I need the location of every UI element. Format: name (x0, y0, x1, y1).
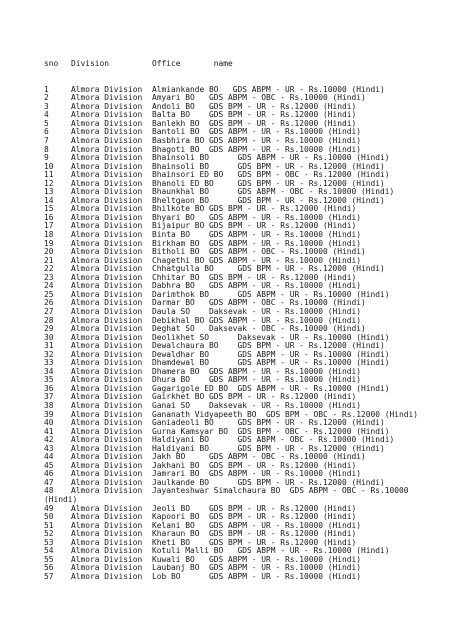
row-sno: 12 (44, 178, 54, 188)
row-sno: 47 (44, 477, 54, 487)
row-text: Bhainsori ED BO GDS BPM - OBC - Rs.12000 (Hindi) (152, 170, 390, 180)
row-text: Kelani BO GDS ABPM - UR - Rs.10000 (Hindi) (152, 520, 362, 530)
row-sno: 48 (44, 486, 54, 496)
row-text: Darmar BO GDS ABPM - OBC - Rs.10000 (Hindi) (152, 298, 366, 308)
row-division: Almora Division (71, 537, 143, 547)
row-division: Almora Division (71, 221, 143, 231)
row-sno: 5 (44, 118, 49, 128)
row-sno: 27 (44, 306, 54, 316)
row-text: Bhagoti BO GDS ABPM - UR - Rs.10000 (Hindi) (152, 144, 362, 154)
row-text: Jamrari BO GDS ABPM - UR - Rs.10000 (Hindi) (152, 469, 362, 479)
row-division: Almora Division (71, 358, 143, 368)
rows-container (44, 86, 464, 582)
row-sno: 53 (44, 537, 54, 547)
row-division: Almora Division (71, 247, 143, 257)
row-text: Kotuli Malli BO GDS ABPM - UR - Rs.10000 (Hindi) (152, 546, 390, 556)
row-text: Kuwali BO GDS ABPM - UR - Rs.10000 (Hindi) (152, 554, 362, 564)
row-division: Almora Division (71, 127, 143, 137)
row-division: Almora Division (71, 161, 143, 171)
row-text: Gananath Vidyapeeth BO GDS BPM - OBC - Rs.12000 (Hindi) (152, 409, 419, 419)
row-text: Amyari BO GDS ABPM - OBC - Rs.10000 (Hindi) (152, 93, 366, 103)
row-text: Jeoli BO GDS BPM - UR - Rs.12000 (Hindi) (152, 503, 357, 513)
row-text: Birkham BO GDS ABPM - UR - Rs.10000 (Hindi) (152, 238, 362, 248)
row-sno: 1 (44, 84, 49, 94)
row-text: Bhyari BO GDS ABPM - UR - Rs.10000 (Hindi) (152, 212, 362, 222)
row-division: Almora Division (71, 324, 143, 334)
row-sno: 20 (44, 247, 54, 257)
row-sno: 43 (44, 443, 54, 453)
row-text: Ganiadeoli BO GDS BPM - UR - Rs.12000 (Hindi) (152, 418, 385, 428)
row-text: Haldiyani BO GDS BPM - UR - Rs.12000 (Hindi) (152, 443, 385, 453)
row-text: (Hindi) (44, 494, 78, 504)
row-text: Kharaun BO GDS BPM - UR - Rs.12000 (Hindi) (152, 529, 357, 539)
row-sno: 52 (44, 529, 54, 539)
row-division: Almora Division (71, 435, 143, 445)
document-page (44, 43, 464, 590)
row-text: Ganai SO Daksevak - UR - Rs.10000 (Hindi) (152, 400, 362, 410)
row-division: Almora Division (71, 392, 143, 402)
row-division: Almora Division (71, 204, 143, 214)
row-sno: 37 (44, 392, 54, 402)
row-sno: 30 (44, 332, 54, 342)
row-sno: 38 (44, 400, 54, 410)
row-text: Dhura BO GDS ABPM - UR - Rs.10000 (Hindi) (152, 375, 362, 385)
row-division: Almora Division (71, 520, 143, 530)
row-division: Almora Division (71, 264, 143, 274)
row-sno: 7 (44, 136, 49, 146)
row-division: Almora Division (71, 529, 143, 539)
row-sno: 24 (44, 281, 54, 291)
row-sno: 49 (44, 503, 54, 513)
row-division: Almora Division (71, 477, 143, 487)
row-text: Dewalchaura BO GDS BPM - UR - Rs.12000 (Hindi) (152, 341, 385, 351)
row-sno: 25 (44, 289, 54, 299)
row-division: Almora Division (71, 238, 143, 248)
row-division: Almora Division (71, 178, 143, 188)
header-name: name (213, 59, 233, 69)
row-text: Jaulkande BO GDS BPM - UR - Rs.12000 (Hindi) (152, 477, 385, 487)
row-division: Almora Division (71, 383, 143, 393)
row-sno: 40 (44, 418, 54, 428)
row-text: Banlekh BO GDS BPM - UR - Rs.12000 (Hindi) (152, 118, 357, 128)
row-text: Bhanoli ED BO GDS BPM - UR - Rs.12000 (Hindi) (152, 178, 385, 188)
row-text: Haldiyani BO GDS ABPM - OBC - Rs.10000 (Hindi) (152, 435, 395, 445)
row-division: Almora Division (71, 101, 143, 111)
row-text: Laubanj BO GDS ABPM - UR - Rs.10000 (Hindi) (152, 563, 362, 573)
row-sno: 2 (44, 93, 49, 103)
row-sno: 21 (44, 255, 54, 265)
row-sno: 39 (44, 409, 54, 419)
row-sno: 50 (44, 512, 54, 522)
row-division: Almora Division (71, 306, 143, 316)
row-sno: 35 (44, 375, 54, 385)
row-sno: 29 (44, 324, 54, 334)
row-sno: 55 (44, 554, 54, 564)
row-text: Deolikhet SO Daksevak - UR - Rs.10000 (Hindi) (152, 332, 390, 342)
row-sno: 45 (44, 460, 54, 470)
row-division: Almora Division (71, 144, 143, 154)
row-sno: 18 (44, 230, 54, 240)
row-division: Almora Division (71, 366, 143, 376)
header-row (44, 60, 464, 69)
row-text: Bhilkote BO GDS BPM - UR - Rs.12000 (Hindi) (152, 204, 357, 214)
header-division: Division (71, 59, 110, 69)
row-division: Almora Division (71, 341, 143, 351)
row-text: Bhaunkhal BO GDS ABPM - OBC - Rs.10000 (Hindi) (152, 187, 395, 197)
row-division: Almora Division (71, 272, 143, 282)
row-sno: 23 (44, 272, 54, 282)
row-text: Jakhani BO GDS BPM - UR - Rs.12000 (Hindi) (152, 460, 357, 470)
row-sno: 8 (44, 144, 49, 154)
row-sno: 26 (44, 298, 54, 308)
row-division: Almora Division (71, 563, 143, 573)
row-text: Bijaipur BO GDS BPM - UR - Rs.12000 (Hindi) (152, 221, 357, 231)
row-text: Bhainsoli BO GDS BPM - UR - Rs.12000 (Hindi) (152, 161, 385, 171)
row-division: Almora Division (71, 195, 143, 205)
row-text: Almiankande BO GDS ABPM - UR - Rs.10000 (Hindi) (152, 84, 385, 94)
table-row (44, 487, 464, 496)
row-text: Dabhra BO GDS ABPM - UR - Rs.10000 (Hindi) (152, 281, 362, 291)
row-sno: 10 (44, 161, 54, 171)
row-sno: 6 (44, 127, 49, 137)
row-division: Almora Division (71, 512, 143, 522)
row-text: Bantoli BO GDS ABPM - UR - Rs.10000 (Hindi) (152, 127, 362, 137)
row-division: Almora Division (71, 315, 143, 325)
row-sno: 9 (44, 153, 49, 163)
row-division: Almora Division (71, 110, 143, 120)
table-row (44, 573, 464, 582)
row-division: Almora Division (71, 443, 143, 453)
row-sno: 44 (44, 452, 54, 462)
row-text: Gagarigole ED BO GDS ABPM - UR - Rs.10000 (Hindi) (152, 383, 390, 393)
row-division: Almora Division (71, 153, 143, 163)
header-sno: sno (44, 59, 59, 69)
row-sno: 56 (44, 563, 54, 573)
row-division: Almora Division (71, 546, 143, 556)
row-division: Almora Division (71, 281, 143, 291)
row-text: Lob BO GDS ABPM - UR - Rs.10000 (Hindi) (152, 571, 362, 581)
row-sno: 51 (44, 520, 54, 530)
row-sno: 19 (44, 238, 54, 248)
row-division: Almora Division (71, 212, 143, 222)
row-text: Jayanteshwar Simalchaura BO GDS ABPM - OBC - Rs.10000 (152, 486, 409, 496)
row-text: Dhamdewal BO GDS ABPM - UR - Rs.10000 (Hindi) (152, 358, 390, 368)
row-division: Almora Division (71, 136, 143, 146)
row-division: Almora Division (71, 255, 143, 265)
row-sno: 3 (44, 101, 49, 111)
row-sno: 16 (44, 212, 54, 222)
row-text: Chagethi BO GDS ABPM - UR - Rs.10000 (Hindi) (152, 255, 362, 265)
row-sno: 14 (44, 195, 54, 205)
row-division: Almora Division (71, 460, 143, 470)
row-sno: 11 (44, 170, 54, 180)
row-division: Almora Division (71, 503, 143, 513)
row-text: Deghat SO Daksevak - OBC - Rs.10000 (Hindi) (152, 324, 366, 334)
row-text: Basbhira BO GDS ABPM - UR - Rs.10000 (Hindi) (152, 136, 362, 146)
row-division: Almora Division (71, 187, 143, 197)
row-division: Almora Division (71, 332, 143, 342)
row-division: Almora Division (71, 452, 143, 462)
row-text: Darimthok BO GDS ABPM - UR - Rs.10000 (Hindi) (152, 289, 390, 299)
row-sno: 13 (44, 187, 54, 197)
row-text: Gairkhet BO GDS BPM - UR - Rs.12000 (Hindi) (152, 392, 357, 402)
row-text: Bheltgaon BO GDS BPM - UR - Rs.12000 (Hindi) (152, 195, 385, 205)
row-text: Kheti BO GDS BPM - UR - Rs.12000 (Hindi) (152, 537, 357, 547)
row-text: Bitholi BO GDS ABPM - OBC - Rs.10000 (Hindi) (152, 247, 366, 257)
header-office: Office (152, 59, 181, 69)
row-text: Chhitar BO GDS BPM - UR - Rs.12000 (Hindi) (152, 272, 357, 282)
row-text: Debikhal BO GDS ABPM - UR - Rs.10000 (Hindi) (152, 315, 362, 325)
row-text: Dhamera BO GDS ABPM - UR - Rs.10000 (Hindi) (152, 366, 362, 376)
row-text: Gurna Kamsyar BO GDS BPM - OBC - Rs.12000 (Hindi) (152, 426, 390, 436)
row-text: Jakh BO GDS ABPM - OBC - Rs.10000 (Hindi) (152, 452, 366, 462)
row-division: Almora Division (71, 289, 143, 299)
row-division: Almora Division (71, 426, 143, 436)
row-text: Dewaldhar BO GDS ABPM - UR - Rs.10000 (Hindi) (152, 349, 390, 359)
row-division: Almora Division (71, 230, 143, 240)
row-text: Binta BO GDS ABPM - UR - Rs.10000 (Hindi) (152, 230, 362, 240)
row-division: Almora Division (71, 349, 143, 359)
row-division: Almora Division (71, 418, 143, 428)
row-division: Almora Division (71, 571, 143, 581)
row-text: Kapoori BO GDS BPM - UR - Rs.12000 (Hindi) (152, 512, 357, 522)
row-division: Almora Division (71, 170, 143, 180)
row-division: Almora Division (71, 469, 143, 479)
row-text: Balta BO GDS BPM - UR - Rs.12000 (Hindi) (152, 110, 357, 120)
row-division: Almora Division (71, 375, 143, 385)
row-sno: 36 (44, 383, 54, 393)
row-sno: 22 (44, 264, 54, 274)
row-text: Andoli BO GDS BPM - UR - Rs.12000 (Hindi) (152, 101, 357, 111)
row-text: Daula SO Daksevak - UR - Rs.10000 (Hindi) (152, 306, 362, 316)
row-sno: 54 (44, 546, 54, 556)
row-division: Almora Division (71, 400, 143, 410)
row-division: Almora Division (71, 486, 143, 496)
row-sno: 31 (44, 341, 54, 351)
row-division: Almora Division (71, 118, 143, 128)
row-sno: 32 (44, 349, 54, 359)
row-sno: 57 (44, 571, 54, 581)
row-text: Bhainsoli BO GDS ABPM - UR - Rs.10000 (Hindi) (152, 153, 390, 163)
row-division: Almora Division (71, 93, 143, 103)
row-division: Almora Division (71, 84, 143, 94)
row-text: Chhatgulla BO GDS BPM - UR - Rs.12000 (Hindi) (152, 264, 385, 274)
row-sno: 34 (44, 366, 54, 376)
row-sno: 17 (44, 221, 54, 231)
row-division: Almora Division (71, 554, 143, 564)
row-division: Almora Division (71, 298, 143, 308)
row-sno: 33 (44, 358, 54, 368)
row-sno: 42 (44, 435, 54, 445)
row-sno: 41 (44, 426, 54, 436)
row-sno: 15 (44, 204, 54, 214)
row-sno: 46 (44, 469, 54, 479)
row-division: Almora Division (71, 409, 143, 419)
row-sno: 4 (44, 110, 49, 120)
row-sno: 28 (44, 315, 54, 325)
